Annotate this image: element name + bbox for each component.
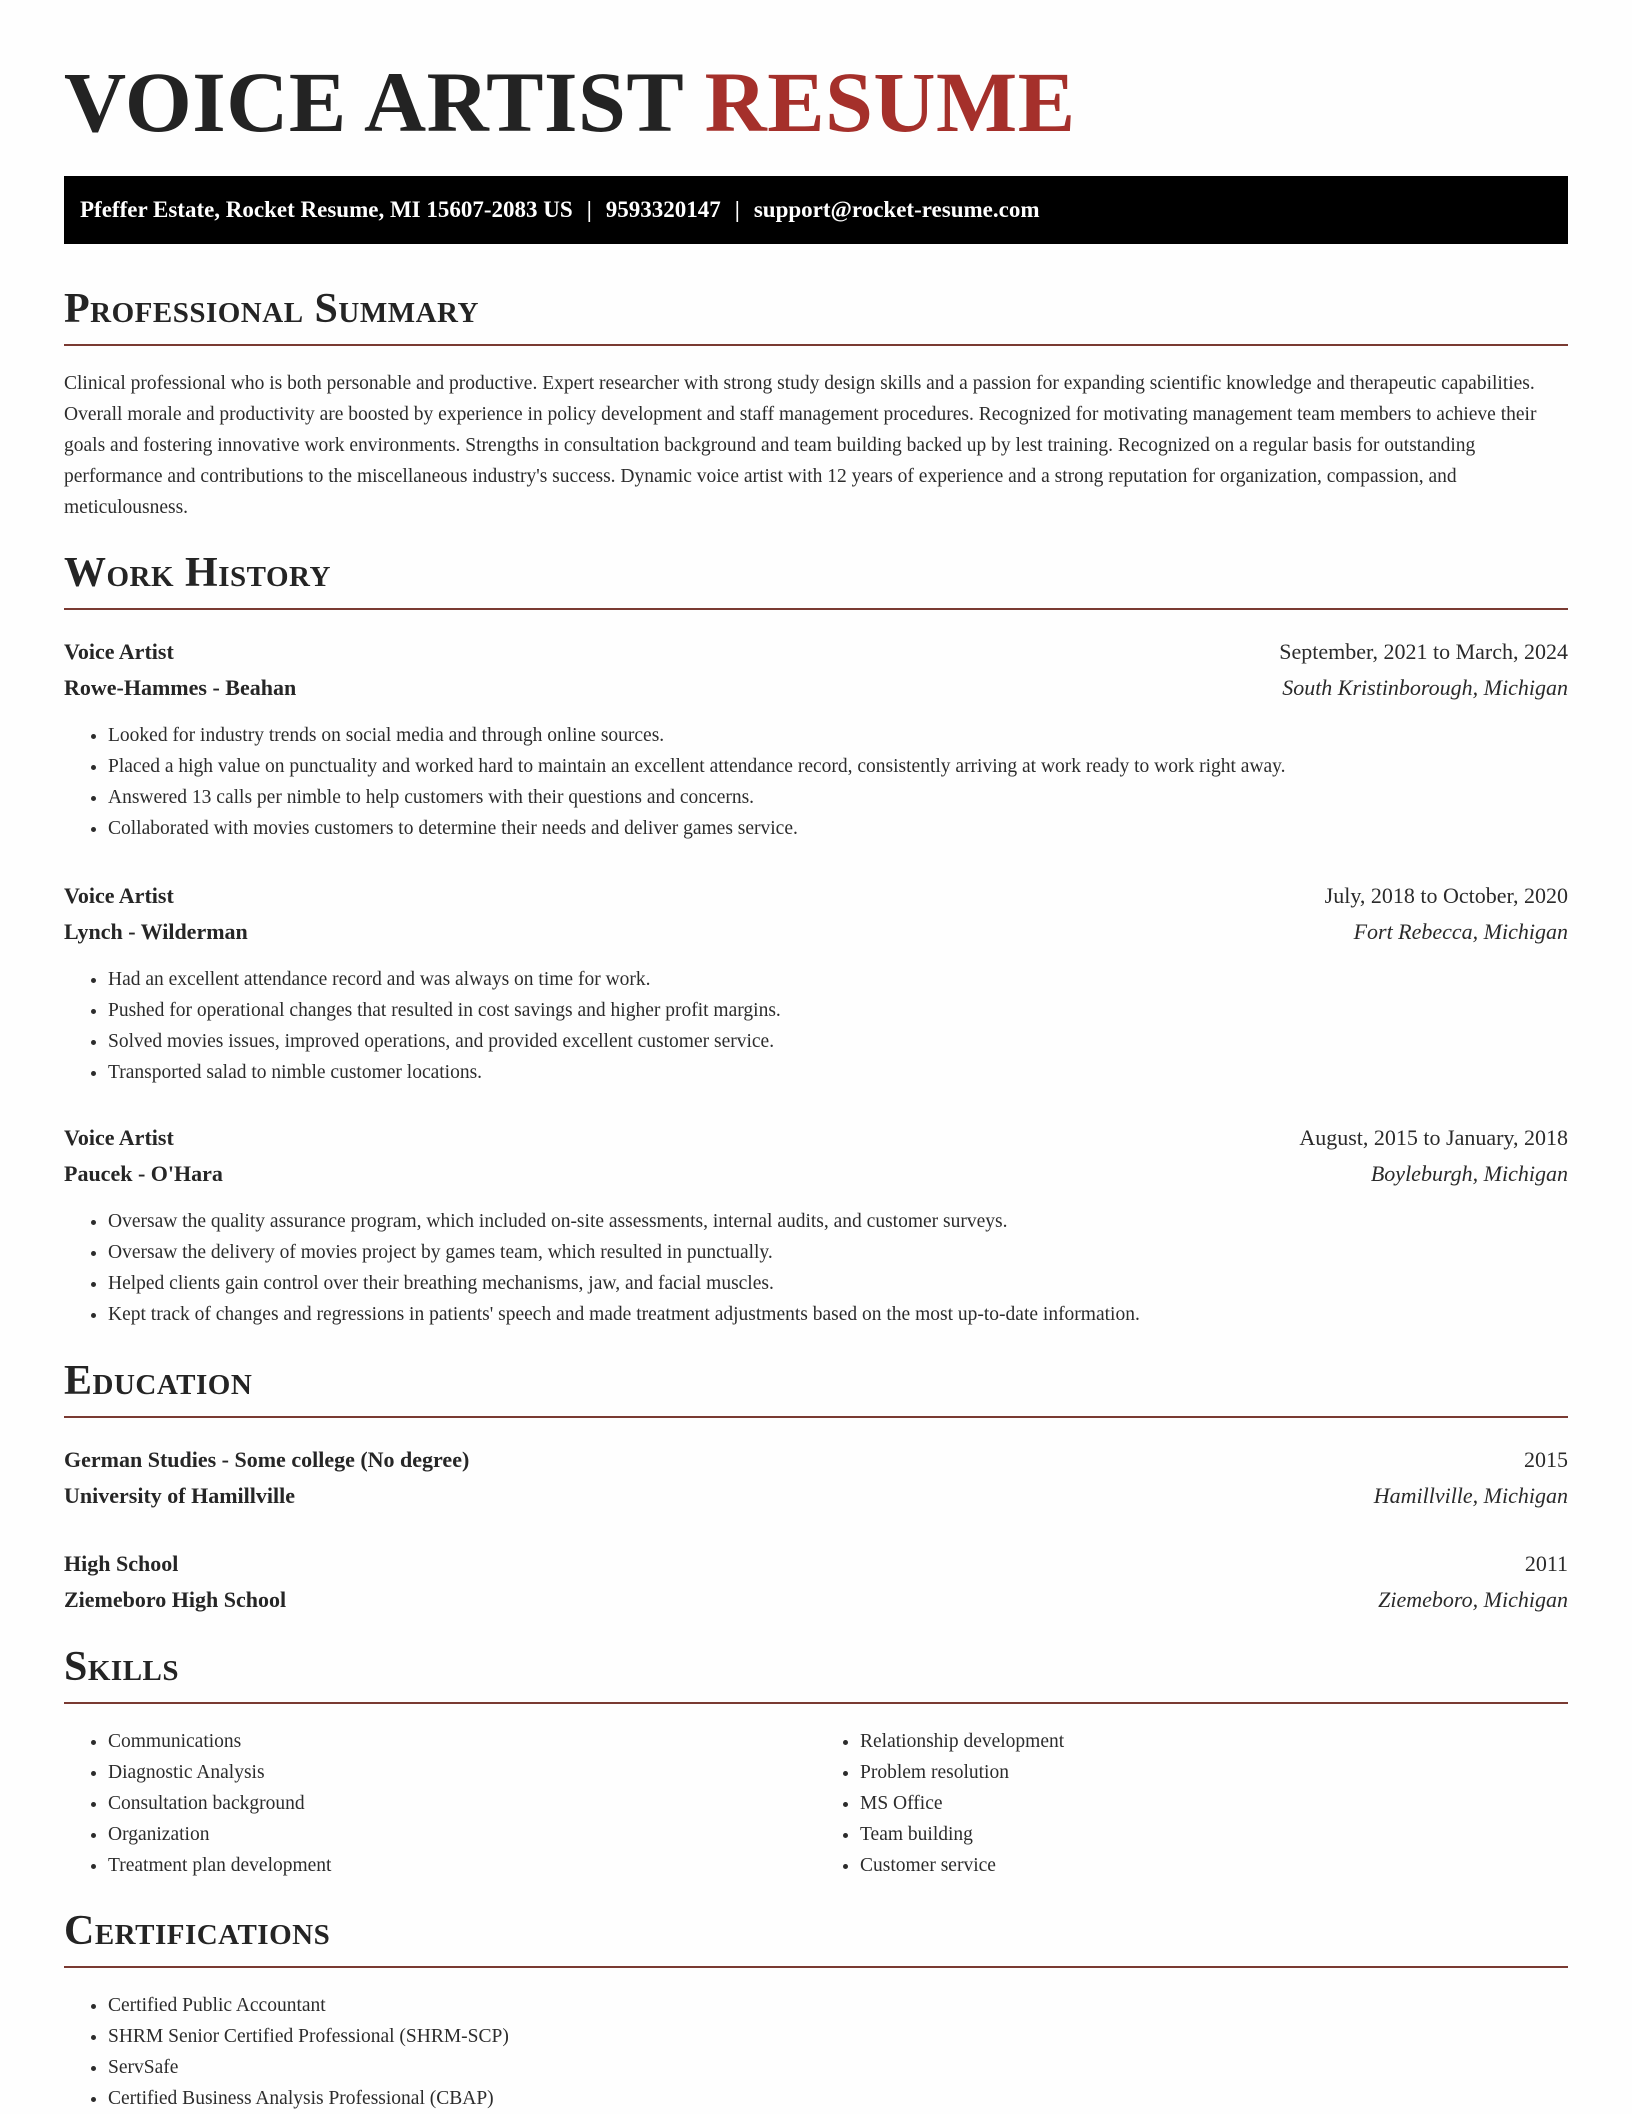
list-item: • Certified Public Accountant [108,1990,1568,2021]
job-dates: August, 2015 to January, 2018 [1299,1125,1568,1150]
list-item: • Treatment plan development [108,1850,816,1881]
job-dates: September, 2021 to March, 2024 [1279,639,1568,664]
list-item: • Placed a high value on punctuality and worked hard to maintain an excellent attendance record, consistently arriving at work ready to work right away. [108,751,1568,782]
skills-column-right [816,1726,1568,1881]
list-item: • SHRM Senior Certified Professional (SHRM-SCP) [108,2021,1568,2052]
title-accent: RESUME [704,54,1076,150]
summary-text: Clinical professional who is both personable and productive. Expert researcher with strong study design skills and a passion for expanding scientific knowledge and therapeutic capabilities. Overall morale and productivity are boosted by experience in policy development and staff management procedures. Recognized for motivating management team members to achieve their goals and fostering innovative work environments. Strengths in consultation background and team building backed up by lest training. Recognized on a regular basis for outstanding performance and contributions to the miscellaneous industry's success. Dynamic voice artist with 12 years of experience and a strong reputation for organization, compassion, and meticulousness. [64,373,1537,518]
title-main: VOICE ARTIST [64,54,683,150]
skills-list [64,1726,1568,1881]
education-school: University of Hamillville [64,1483,295,1508]
skills-column-left [64,1726,816,1881]
list-item: • Solved movies issues, improved operations, and provided excellent customer service. [108,1026,1568,1057]
job-company: Lynch - Wilderman [64,919,248,944]
contact-bar [64,176,1568,244]
list-item: • Had an excellent attendance record and was always on time for work. [108,964,1568,995]
job-title: Voice Artist [64,639,174,664]
contact-separator: | [734,197,740,222]
contact-address: Pfeffer Estate, Rocket Resume, MI 15607-2083 US [80,197,573,222]
list-item: • Certified Business Analysis Professional (CBAP) [108,2083,1568,2114]
list-item: • Communications [108,1726,816,1757]
job-bullets [64,1206,1568,1330]
list-item: • Diagnostic Analysis [108,1757,816,1788]
job-entry [64,1120,1568,1330]
education-degree: German Studies - Some college (No degree) [64,1447,470,1472]
job-title: Voice Artist [64,1125,174,1150]
list-item: • Helped clients gain control over their breathing mechanisms, jaw, and facial muscles. [108,1268,1568,1299]
resume-title [64,0,1568,152]
list-item: • Looked for industry trends on social media and through online sources. [108,720,1568,751]
list-item: • Kept track of changes and regressions in patients' speech and made treatment adjustments based on the most up-to-date information. [108,1299,1568,1330]
job-company: Paucek - O'Hara [64,1161,223,1186]
education-year: 2011 [1524,1551,1568,1576]
education-entry [64,1546,1568,1618]
contact-email: support@rocket-resume.com [753,197,1040,222]
contact-separator: | [586,197,592,222]
job-bullets [64,964,1568,1088]
job-location: South Kristinborough, Michigan [1282,675,1568,700]
education-degree: High School [64,1551,179,1576]
certifications-heading: Certifications [64,1906,1568,1968]
list-item: • Relationship development [860,1726,1568,1757]
list-item: • Oversaw the quality assurance program, which included on-site assessments, internal audits, and customer surveys. [108,1206,1568,1237]
job-company: Rowe-Hammes - Beahan [64,675,297,700]
education-school: Ziemeboro High School [64,1587,287,1612]
job-entry [64,878,1568,1088]
education-location: Hamillville, Michigan [1373,1483,1568,1508]
list-item: • Team building [860,1819,1568,1850]
list-item: • Organization [108,1819,816,1850]
list-item: • Consultation background [108,1788,816,1819]
job-location: Boyleburgh, Michigan [1370,1161,1568,1186]
job-location: Fort Rebecca, Michigan [1353,919,1568,944]
list-item: • Collaborated with movies customers to determine their needs and deliver games service. [108,813,1568,844]
education-year: 2015 [1524,1447,1568,1472]
job-bullets [64,720,1568,844]
list-item: • Customer service [860,1850,1568,1881]
education-location: Ziemeboro, Michigan [1378,1587,1568,1612]
education-entry [64,1442,1568,1514]
contact-phone: 9593320147 [605,197,721,222]
certifications-list [64,1990,1568,2114]
list-item: • Transported salad to nimble customer locations. [108,1057,1568,1088]
work-history-heading: Work History [64,548,1568,610]
education-heading: Education [64,1356,1568,1418]
list-item: • Oversaw the delivery of movies project by games team, which resulted in punctually. [108,1237,1568,1268]
list-item: • Answered 13 calls per nimble to help customers with their questions and concerns. [108,782,1568,813]
skills-heading: Skills [64,1642,1568,1704]
list-item: • Pushed for operational changes that resulted in cost savings and higher profit margins. [108,995,1568,1026]
list-item: • MS Office [860,1788,1568,1819]
list-item: • ServSafe [108,2052,1568,2083]
job-title: Voice Artist [64,883,174,908]
list-item: • Problem resolution [860,1757,1568,1788]
job-entry [64,634,1568,844]
job-dates: July, 2018 to October, 2020 [1324,883,1568,908]
summary-heading: Professional Summary [64,284,1568,346]
